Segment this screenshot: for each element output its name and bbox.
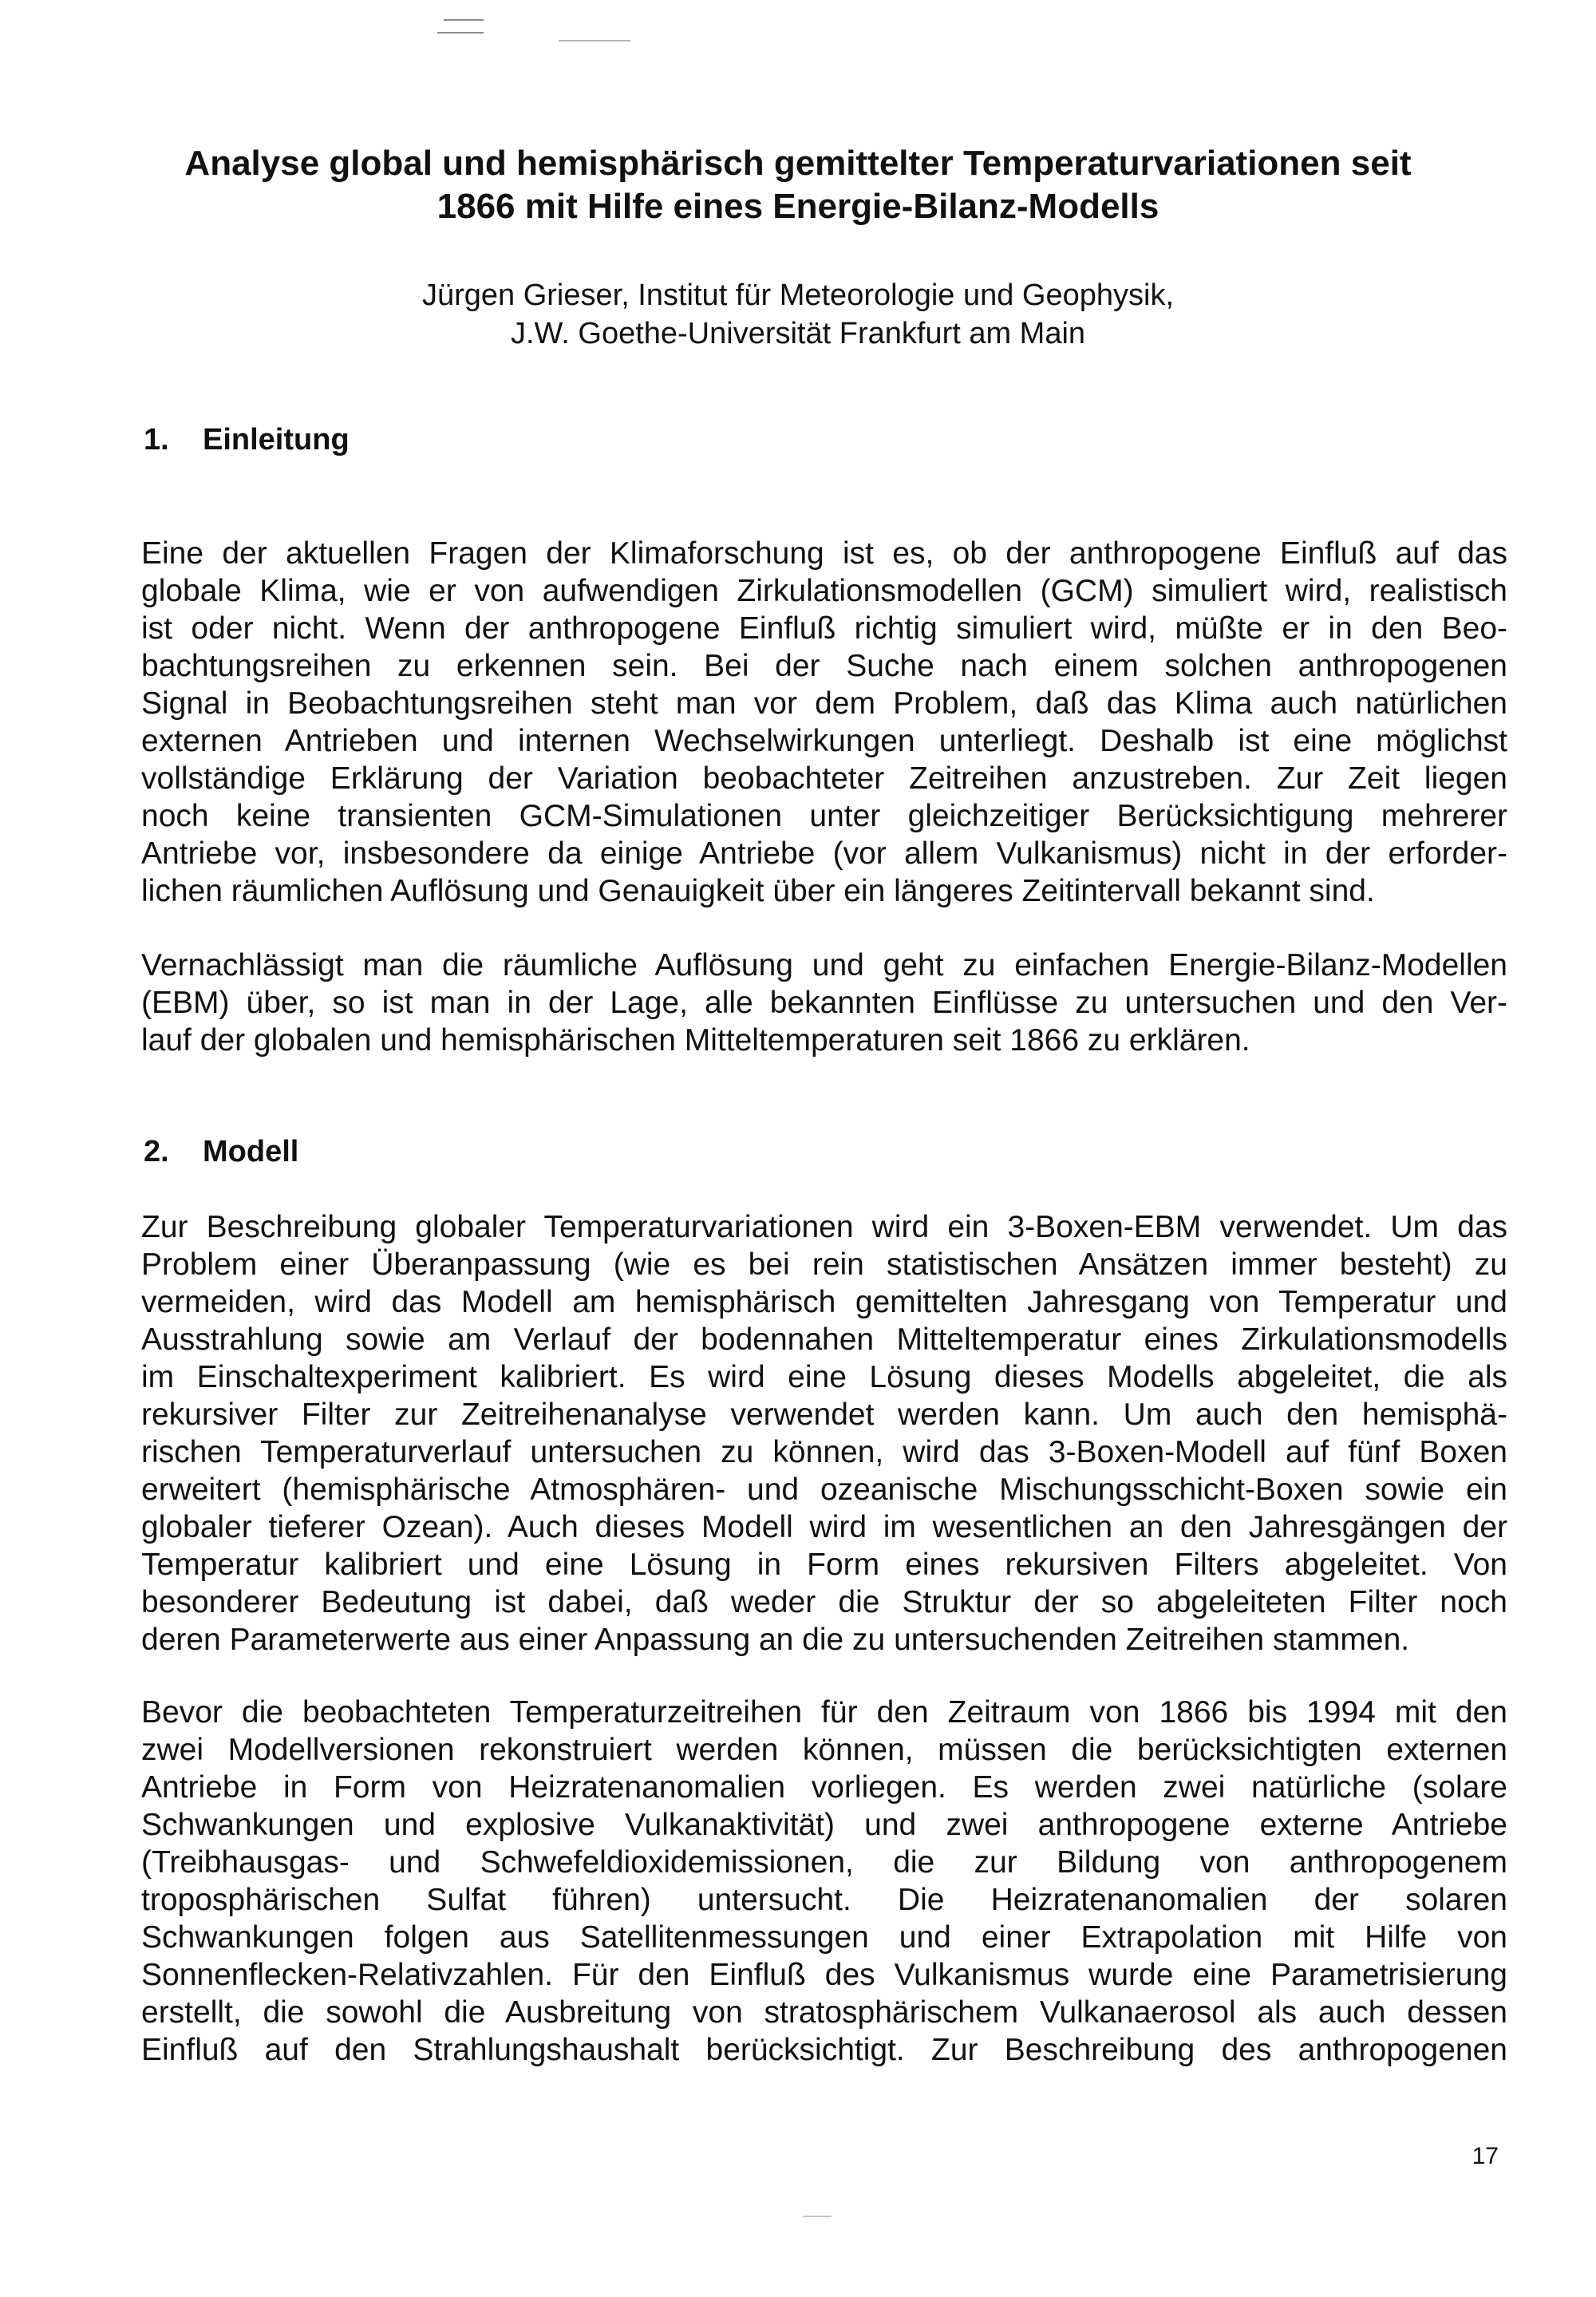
- paragraph: [141, 535, 1507, 910]
- text-line: erstellt, die sowohl die Ausbreitung von stratosphärischem Vulkanaerosol als auch dessen: [141, 1995, 1507, 2030]
- text-line: (Treibhausgas- und Schwefeldioxidemissionen, die zur Bildung von anthropogenem: [141, 1845, 1507, 1880]
- author-line: J.W. Goethe-Universität Frankfurt am Main: [510, 317, 1086, 350]
- text-line: rekursiver Filter zur Zeitreihenanalyse verwendet werden kann. Um auch den hemisphä-: [141, 1398, 1507, 1432]
- text-line: Sonnenflecken-Relativzahlen. Für den Einfluß des Vulkanismus wurde eine Parametrisierung: [141, 1958, 1507, 1992]
- text-line: lichen räumlichen Auflösung und Genauigkeit über ein längeres Zeitintervall bekannt sind.: [141, 874, 1375, 908]
- section-title: Einleitung: [203, 423, 350, 457]
- text-line: (EBM) über, so ist man in der Lage, alle bekannten Einflüsse zu untersuchen und den Ver-: [141, 986, 1507, 1020]
- text-line: externen Antrieben und internen Wechselwirkungen unterliegt. Deshalb ist eine möglichst: [141, 724, 1507, 758]
- section-number: 1.: [144, 423, 169, 457]
- text-line: lauf der globalen und hemisphärischen Mitteltemperaturen seit 1866 zu erklären.: [141, 1023, 1250, 1058]
- section-heading-einleitung: [144, 421, 350, 458]
- text-line: rischen Temperaturverlauf untersuchen zu können, wird das 3-Boxen-Modell auf fünf Boxen: [141, 1435, 1507, 1469]
- scan-mark-top-left-2: [437, 32, 484, 34]
- text-line: ist oder nicht. Wenn der anthropogene Einfluß richtig simuliert wird, müßte er in den Beo-: [141, 611, 1507, 646]
- text-line: noch keine transienten GCM-Simulationen unter gleichzeitiger Berücksichtigung mehrerer: [141, 799, 1507, 833]
- scan-mark-top-center: [559, 40, 630, 42]
- text-line: erweitert (hemisphärische Atmosphären- und ozeanische Mischungsschicht-Boxen sowie ein: [141, 1473, 1507, 1507]
- text-line: Bevor die beobachteten Temperaturzeitreihen für den Zeitraum von 1866 bis 1994 mit den: [141, 1695, 1507, 1730]
- text-line: Vernachlässigt man die räumliche Auflösung und geht zu einfachen Energie-Bilanz-Modellen: [141, 948, 1507, 982]
- text-line: Antriebe in Form von Heizratenanomalien vorliegen. Es werden zwei natürliche (solare: [141, 1770, 1507, 1805]
- text-line: vermeiden, wird das Modell am hemisphärisch gemittelten Jahresgang von Temperatur und: [141, 1285, 1507, 1319]
- paragraph: [141, 1208, 1507, 1659]
- title-line: Analyse global und hemisphärisch gemittelter Temperaturvariationen seit: [184, 144, 1412, 183]
- author-line: Jürgen Grieser, Institut für Meteorologie und Geophysik,: [421, 279, 1175, 312]
- text-line: vollständige Erklärung der Variation beobachteter Zeitreihen anzustreben. Zur Zeit liegen: [141, 761, 1507, 796]
- section-heading-modell: [144, 1133, 298, 1170]
- text-line: globaler tieferer Ozean). Auch dieses Modell wird im wesentlichen an den Jahresgängen der: [141, 1510, 1507, 1544]
- text-line: besonderer Bedeutung ist dabei, daß weder die Struktur der so abgeleiteten Filter noch: [141, 1585, 1507, 1619]
- text-line: Problem einer Überanpassung (wie es bei rein statistischen Ansätzen immer besteht) zu: [141, 1247, 1507, 1282]
- scan-mark-bottom: [803, 2216, 832, 2217]
- text-line: Zur Beschreibung globaler Temperaturvariationen wird ein 3-Boxen-EBM verwendet. Um das: [141, 1210, 1507, 1244]
- page-number: 17: [1472, 2143, 1499, 2169]
- paragraph: [141, 1694, 1507, 2069]
- text-line: globale Klima, wie er von aufwendigen Zirkulationsmodellen (GCM) simuliert wird, realistisch: [141, 574, 1507, 608]
- text-line: Einfluß auf den Strahlungshaushalt berücksichtigt. Zur Beschreibung des anthropogenen: [141, 2033, 1507, 2067]
- text-line: zwei Modellversionen rekonstruiert werden können, müssen die berücksichtigten externen: [141, 1733, 1507, 1767]
- scan-mark-top-left: [444, 19, 484, 21]
- text-line: Temperatur kalibriert und eine Lösung in Form eines rekursiven Filters abgeleitet. Von: [141, 1548, 1507, 1582]
- paragraph: [141, 947, 1507, 1059]
- text-line: Schwankungen und explosive Vulkanaktivität) und zwei anthropogene externe Antriebe: [141, 1808, 1507, 1842]
- text-line: Antriebe vor, insbesondere da einige Antriebe (vor allem Vulkanismus) nicht in der erforder-: [141, 836, 1507, 871]
- section-number: 2.: [144, 1135, 169, 1168]
- text-line: bachtungsreihen zu erkennen sein. Bei der Suche nach einem solchen anthropogenen: [141, 649, 1507, 683]
- text-line: deren Parameterwerte aus einer Anpassung an die zu untersuchenden Zeitreihen stammen.: [141, 1623, 1410, 1657]
- author-affiliation: [239, 276, 1357, 353]
- text-line: Signal in Beobachtungsreihen steht man vor dem Problem, daß das Klima auch natürlichen: [141, 686, 1507, 721]
- paper-title: [120, 142, 1476, 228]
- text-line: Schwankungen folgen aus Satellitenmessungen und einer Extrapolation mit Hilfe von: [141, 1920, 1507, 1955]
- text-line: Eine der aktuellen Fragen der Klimaforschung ist es, ob der anthropogene Einfluß auf das: [141, 536, 1507, 571]
- text-line: troposphärischen Sulfat führen) untersucht. Die Heizratenanomalien der solaren: [141, 1883, 1507, 1917]
- text-line: Ausstrahlung sowie am Verlauf der bodennahen Mitteltemperatur eines Zirkulationsmodells: [141, 1322, 1507, 1357]
- text-line: im Einschaltexperiment kalibriert. Es wird eine Lösung dieses Modells abgeleitet, die als: [141, 1360, 1507, 1394]
- title-line: 1866 mit Hilfe eines Energie-Bilanz-Modells: [437, 187, 1159, 226]
- section-title: Modell: [203, 1135, 299, 1168]
